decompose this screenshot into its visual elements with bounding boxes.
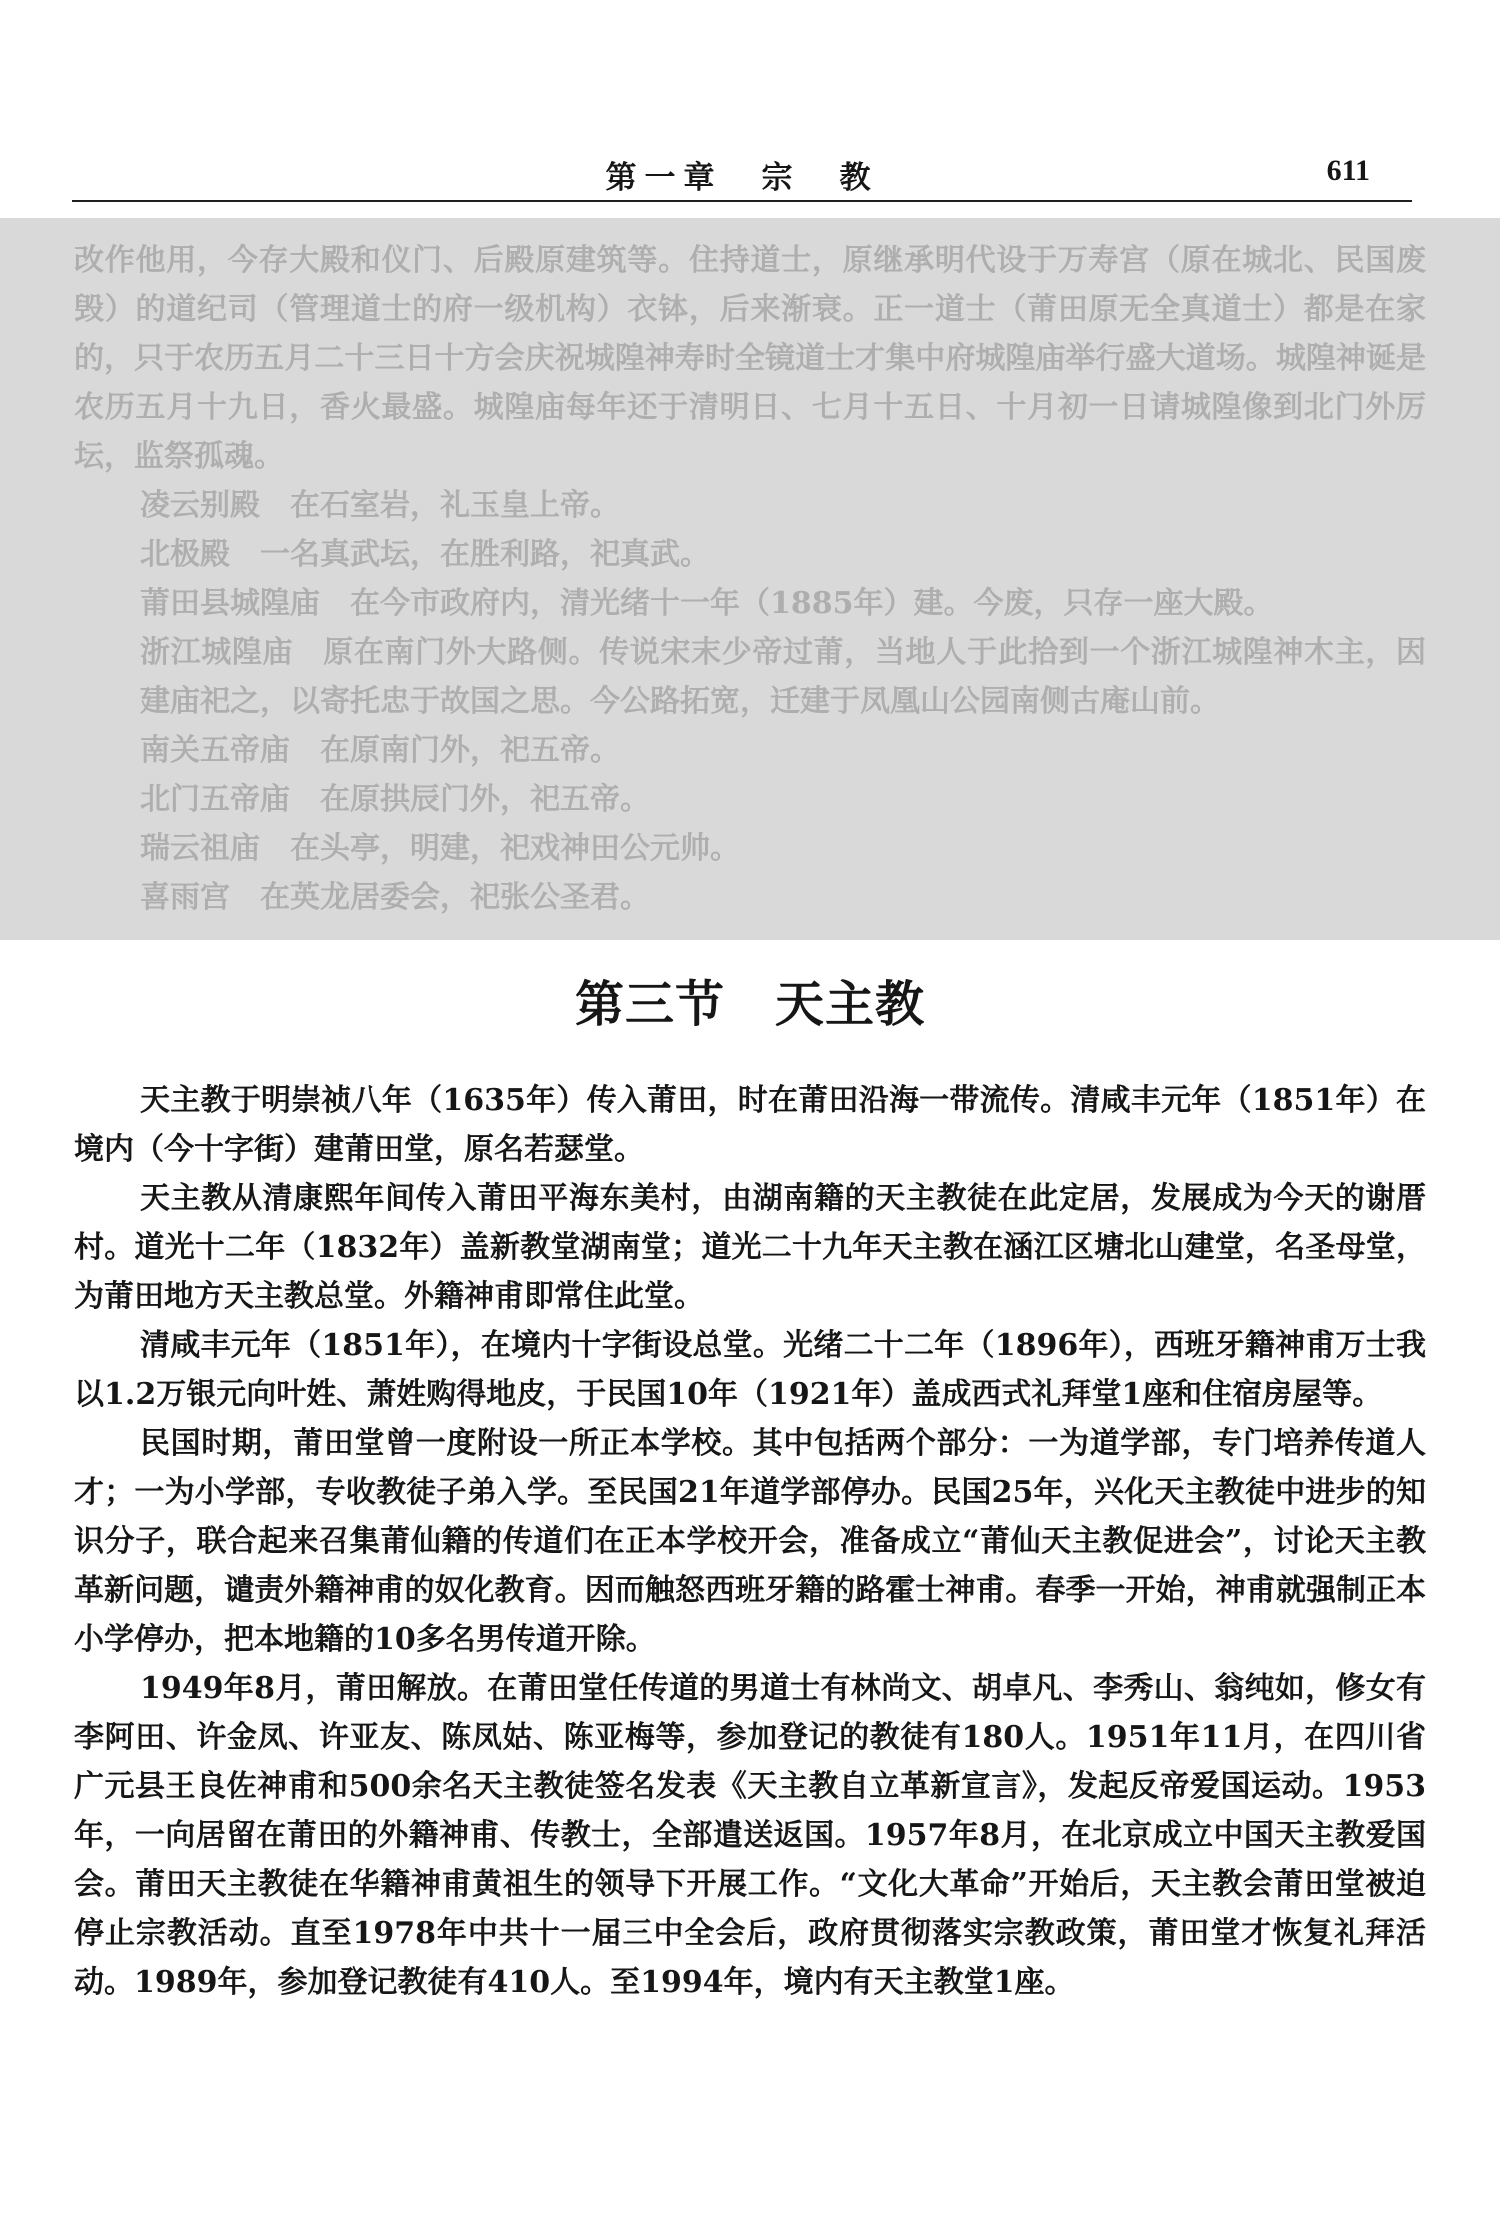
temple-description: 一名真武坛，在胜利路，祀真武。 xyxy=(260,537,710,572)
section-body xyxy=(74,1076,1426,2007)
body-paragraph: 天主教于明崇祯八年（1635年）传入莆田，时在莆田沿海一带流传。清咸丰元年（1851年）在境内（今十字街）建莆田堂，原名若瑟堂。 xyxy=(74,1083,1426,1167)
temple-entry xyxy=(74,873,1426,922)
page-number: 611 xyxy=(1326,154,1370,187)
header-rule xyxy=(72,200,1412,202)
temple-name: 喜雨宫 xyxy=(140,880,230,915)
temple-name: 南关五帝庙 xyxy=(140,733,290,768)
temple-description: 在原南门外，祀五帝。 xyxy=(320,733,620,768)
temple-entry xyxy=(74,824,1426,873)
temple-description: 在头亭，明建，祀戏神田公元帅。 xyxy=(290,831,740,866)
temple-name: 凌云别殿 xyxy=(140,488,260,523)
temple-name: 浙江城隍庙 xyxy=(140,635,294,670)
body-paragraph: 天主教从清康熙年间传入莆田平海东美村，由湖南籍的天主教徒在此定居，发展成为今天的谢厝村。道光十二年（1832年）盖新教堂湖南堂；道光二十九年天主教在涵江区塘北山建堂，名圣母堂，为莆田地方天主教总堂。外籍神甫即常住此堂。 xyxy=(74,1181,1426,1314)
temple-name: 北门五帝庙 xyxy=(140,782,290,817)
temple-entry xyxy=(74,481,1426,530)
temple-entry xyxy=(74,775,1426,824)
body-paragraph: 民国时期，莆田堂曾一度附设一所正本学校。其中包括两个部分：一为道学部，专门培养传道人才；一为小学部，专收教徒子弟入学。至民国21年道学部停办。民国25年，兴化天主教徒中进步的知识分子，联合起来召集莆仙籍的传道们在正本学校开会，准备成立“莆仙天主教促进会”，讨论天主教革新问题，谴责外籍神甫的奴化教育。因而触怒西班牙籍的路霍士神甫。春季一开始，神甫就强制正本小学停办，把本地籍的10多名男传道开除。 xyxy=(74,1426,1426,1657)
temple-entry xyxy=(74,530,1426,579)
temple-name: 瑞云祖庙 xyxy=(140,831,260,866)
continued-paragraph: 改作他用，今存大殿和仪门、后殿原建筑等。住持道士，原继承明代设于万寿宫（原在城北、民国废毁）的道纪司（管理道士的府一级机构）衣钵，后来渐衰。正一道士（莆田原无全真道士）都是在家的，只于农历五月二十三日十方会庆祝城隍神寿时全镜道士才集中府城隍庙举行盛大道场。城隍神诞是农历五月十九日，香火最盛。城隍庙每年还于清明日、七月十五日、十月初一日请城隍像到北门外厉坛，监祭孤魂。 xyxy=(74,243,1426,474)
temple-entry xyxy=(74,579,1426,628)
temple-name: 北极殿 xyxy=(140,537,230,572)
page-header xyxy=(72,148,1412,194)
temple-entry xyxy=(74,628,1426,726)
temple-description: 原在南门外大路侧。传说宋末少帝过莆，当地人于此拾到一个浙江城隍神木主，因建庙祀之，以寄托忠于故国之思。今公路拓宽，迁建于凤凰山公园南侧古庵山前。 xyxy=(140,635,1426,719)
temple-description: 在原拱辰门外，祀五帝。 xyxy=(320,782,650,817)
shaded-continued-section xyxy=(74,236,1426,922)
temple-name: 莆田县城隍庙 xyxy=(140,586,320,621)
chapter-title: 第一章 宗 教 xyxy=(605,160,879,196)
temple-description: 在英龙居委会，祀张公圣君。 xyxy=(260,880,650,915)
temple-entry xyxy=(74,726,1426,775)
body-paragraph: 1949年8月，莆田解放。在莆田堂任传道的男道士有林尚文、胡卓凡、李秀山、翁纯如，修女有李阿田、许金凤、许亚友、陈凤姑、陈亚梅等，参加登记的教徒有180人。1951年11月，在四川省广元县王良佐神甫和500余名天主教徒签名发表《天主教自立革新宣言》，发起反帝爱国运动。1953年，一向居留在莆田的外籍神甫、传教士，全部遣送返国。1957年8月，在北京成立中国天主教爱国会。莆田天主教徒在华籍神甫黄祖生的领导下开展工作。“文化大革命”开始后，天主教会莆田堂被迫停止宗教活动。直至1978年中共十一届三中全会后，政府贯彻落实宗教政策，莆田堂才恢复礼拜活动。1989年，参加登记教徒有410人。至1994年，境内有天主教堂1座。 xyxy=(74,1671,1426,2000)
temple-description: 在今市政府内，清光绪十一年（1885年）建。今废，只存一座大殿。 xyxy=(350,586,1274,621)
section-heading: 第三节 天主教 xyxy=(574,975,925,1033)
body-paragraph: 清咸丰元年（1851年），在境内十字街设总堂。光绪二十二年（1896年），西班牙籍神甫万士我以1.2万银元向叶姓、萧姓购得地皮，于民国10年（1921年）盖成西式礼拜堂1座和住宿房屋等。 xyxy=(74,1328,1426,1412)
temple-description: 在石室岩，礼玉皇上帝。 xyxy=(290,488,620,523)
